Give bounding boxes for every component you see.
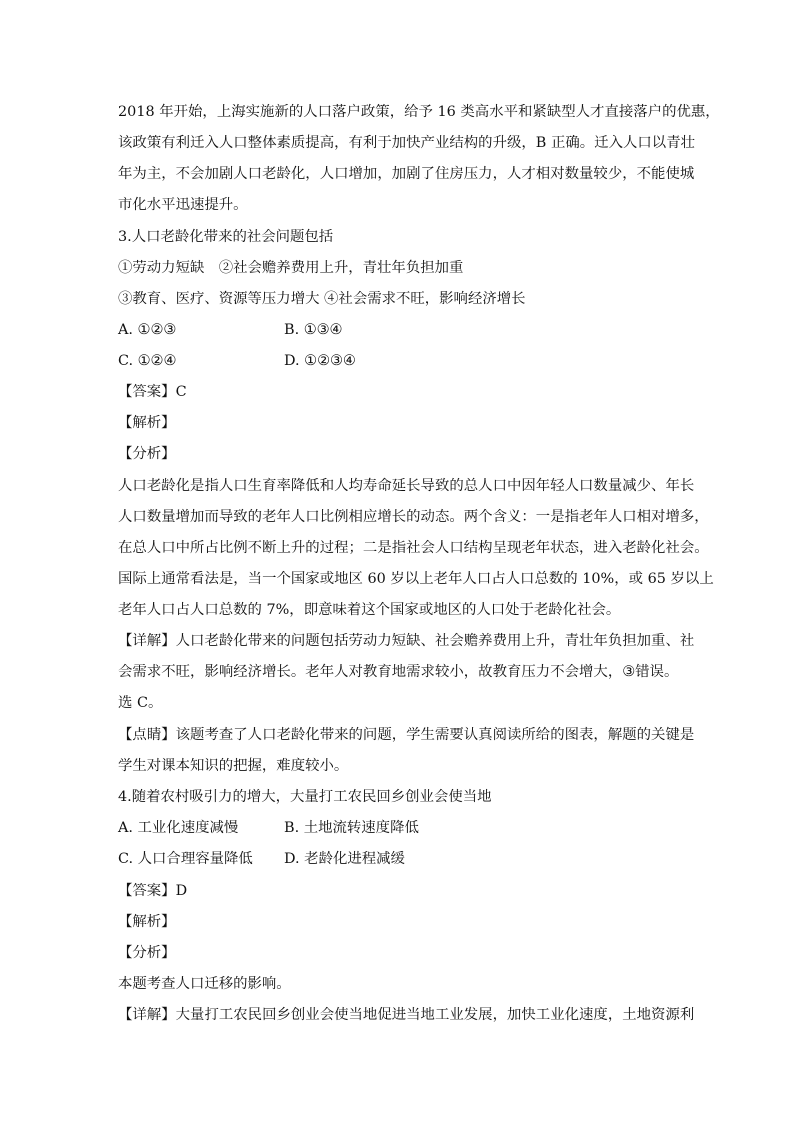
intro-line-1: 2 0 1 8 年 开 始 ， 上 海 实 施 新 的 人 口 落 户 政 策 ， 给 予 1 6 类 高 水 平 和 紧 缺 型 人 才 直 接 落 户 的 优 惠 ， (118, 104, 720, 120)
intro-line-2: 该 政 策 有 利 迁 入 人 口 整 体 素 质 提 高 ， 有 利 于 加 快 产 业 结 构 的 升 级 ， B 正 确 。 迁 入 人 口 以 青 壮 (118, 135, 695, 151)
option-b: B. ①③④ (284, 322, 343, 338)
option-a: A. 工业化速度减慢 (118, 820, 239, 836)
question-3-analysis-4: 国 际 上 通 常 看 法 是 ， 当 一 个 国 家 或 地 区 6 0 岁 以 上 老 年 人 口 占 人 口 总 数 的 1 0 % ， 或 6 5 岁 以 上 (118, 571, 714, 587)
question-3-analysis-3: 在 总 人 口 中 所 占 比 例 不 断 上 升 的 过 程 ； 二 是 指 社 会 人 口 结 构 呈 现 老 年 状 态 ， 进 入 老 龄 化 社 会 。 (118, 540, 709, 556)
question-4-detail-1: 【 详 解 】 大 量 打 工 农 民 回 乡 创 业 会 使 当 地 促 进 当 地 工 业 发 展 ， 加 快 工 业 化 速 度 ， 土 地 资 源 利 (118, 1007, 695, 1023)
question-3-dianjing-1: 【 点 睛 】 该 题 考 查 了 人 口 老 龄 化 带 来 的 问 题 ， 学 生 需 要 认 真 阅 读 所 给 的 图 表 ， 解 题 的 关 键 是 (118, 727, 695, 743)
question-3-analysis-2: 人 口 数 量 增 加 而 导 致 的 老 年 人 口 比 例 相 应 增 长 的 动 态 。 两 个 含 义 ： 一 是 指 老 年 人 口 相 对 增 多 ， (118, 509, 709, 525)
question-3-detail-3: 选 C。 (118, 695, 163, 711)
question-3-stem: 3.人口老龄化带来的社会问题包括 (118, 229, 334, 245)
question-3-options-row-1 (118, 320, 342, 340)
question-3-analysis-5: 老年人口占人口总数的 7%，即意味着这个国家或地区的人口处于老龄化社会。 (118, 602, 621, 618)
option-d: D. ①②③④ (284, 353, 356, 369)
question-4-answer: 【答案】D (118, 883, 188, 899)
question-3-answer: 【答案】C (118, 384, 187, 400)
option-d: D. 老龄化进程减缓 (284, 851, 405, 867)
question-3-detail-2: 会 需 求 不 旺 ， 影 响 经 济 增 长 。 老 年 人 对 教 育 地 需 求 较 小 ， 故 教 育 压 力 不 会 增 大 ， ③ 错 误 。 (118, 664, 679, 680)
question-3-fenxi-heading: 【分析】 (118, 446, 176, 462)
option-c: C. 人口合理容量降低 (118, 851, 253, 867)
question-3-items-1: ①劳动力短缺 ②社会赡养费用上升，青壮年负担加重 (118, 260, 464, 276)
question-4-jiexi-heading: 【解析】 (118, 914, 176, 930)
question-4-options-row-2 (118, 849, 405, 869)
option-c: C. ①②④ (118, 353, 177, 369)
question-4-analysis-1: 本题考查人口迁移的影响。 (118, 976, 291, 992)
question-3-jiexi-heading: 【解析】 (118, 415, 176, 431)
question-3-items-2: ③教育、医疗、资源等压力增大 ④社会需求不旺，影响经济增长 (118, 291, 526, 307)
question-3-dianjing-2: 学生对课本知识的把握，难度较小。 (118, 758, 349, 774)
question-3-detail-1: 【 详 解 】 人 口 老 龄 化 带 来 的 问 题 包 括 劳 动 力 短 缺 、 社 会 赡 养 费 用 上 升 ， 青 壮 年 负 担 加 重 、 社 (118, 633, 695, 649)
question-3-analysis-1: 人 口 老 龄 化 是 指 人 口 生 育 率 降 低 和 人 均 寿 命 延 长 导 致 的 总 人 口 中 因 年 轻 人 口 数 量 减 少 、 年 长 (118, 478, 695, 494)
option-a: A. ①②③ (118, 322, 177, 338)
option-b: B. 土地流转速度降低 (284, 820, 419, 836)
question-4-stem: 4.随着农村吸引力的增大，大量打工农民回乡创业会使当地 (118, 789, 492, 805)
question-4-fenxi-heading: 【分析】 (118, 945, 176, 961)
question-3-options-row-2 (118, 351, 356, 371)
question-4-options-row-1 (118, 818, 419, 838)
intro-line-4: 市化水平迅速提升。 (118, 197, 248, 213)
intro-line-3: 年 为 主 ， 不 会 加 剧 人 口 老 龄 化 ， 人 口 增 加 ， 加 剧 了 住 房 压 力 ， 人 才 相 对 数 量 较 少 ， 不 能 使 城 (118, 166, 695, 182)
